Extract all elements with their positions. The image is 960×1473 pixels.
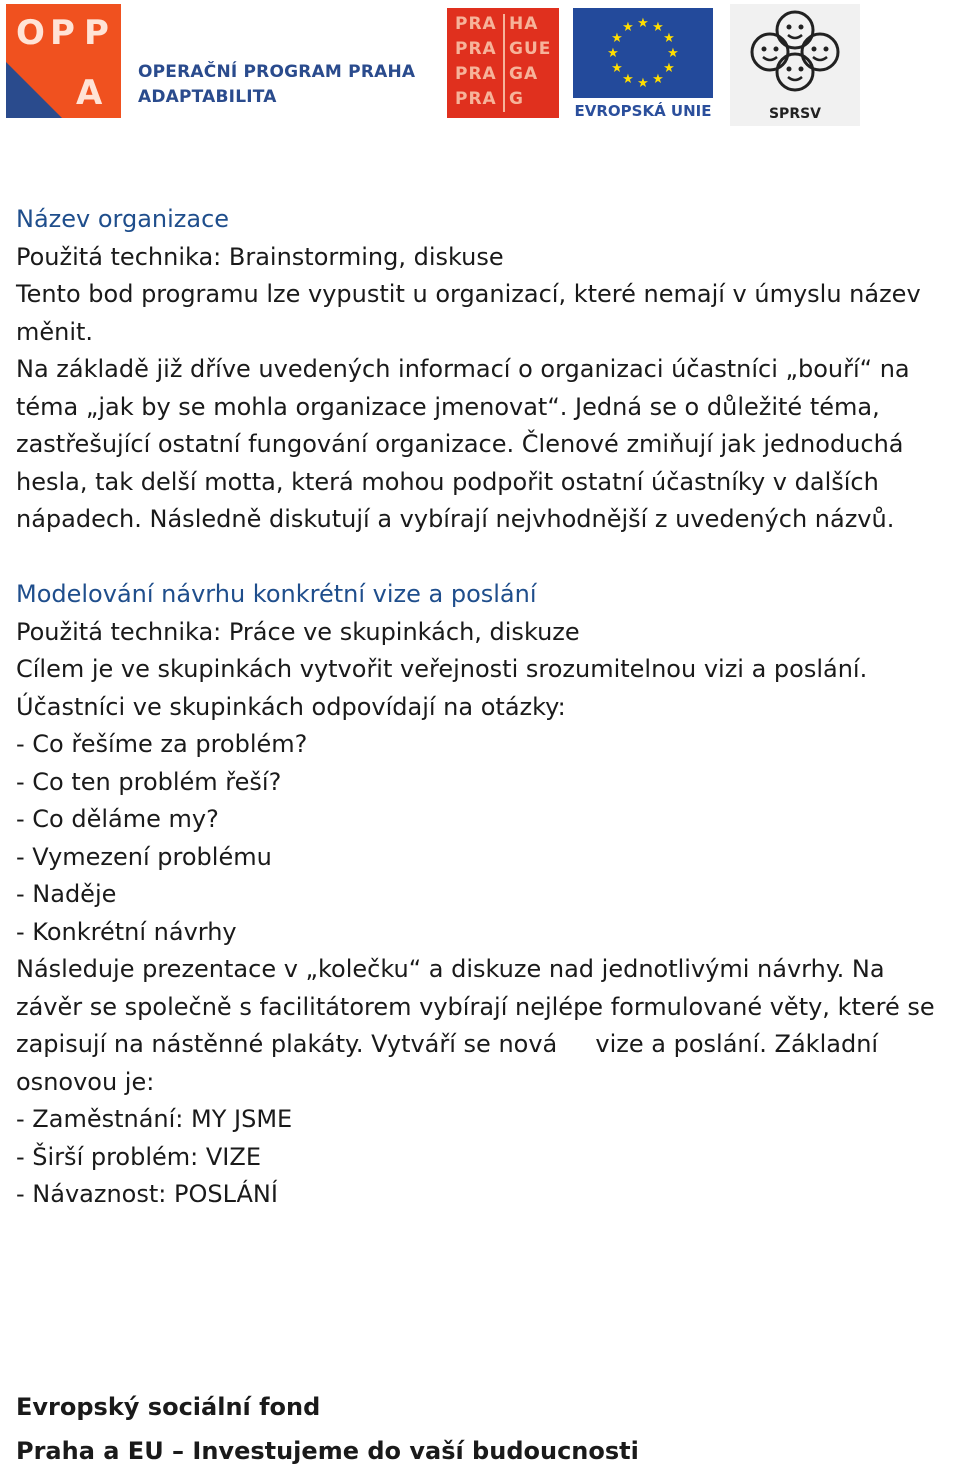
document-footer: [16, 1385, 956, 1473]
praha-right-1: HA: [509, 14, 539, 34]
sprsv-logo: [730, 4, 860, 126]
document-body: [16, 201, 956, 1214]
oppa-letter-a: A: [76, 73, 103, 113]
question-item: - Vymezení problému: [16, 842, 272, 871]
svg-text:★: ★: [622, 20, 634, 35]
praha-left-1: PRA: [455, 14, 497, 34]
praha-logo: [447, 8, 559, 118]
outline-item: - Zaměstnání: MY JSME: [16, 1105, 293, 1133]
eu-label: EVROPSKÁ UNIE: [574, 102, 712, 120]
outline-item: - Návaznost: POSLÁNÍ: [16, 1180, 278, 1208]
logo-strip: [0, 0, 960, 130]
oppa-line-1: OPERAČNÍ PROGRAM PRAHA: [138, 62, 416, 82]
praha-left-2: PRA: [455, 39, 497, 59]
section-2-technique: Použitá technika: Práce ve skupinkách, diskuze: [16, 617, 580, 646]
eu-flag-icon: [573, 8, 713, 98]
section-2-presentation: Následuje prezentace v „kolečku“ a diskuze nad jednotlivými návrhy. Na závěr se společně s facilitátorem vybírají nejlépe formulované věty, které se zapisují na nástěnné plakáty. Vytváří se nová vize a poslání. Základní osnovou je:: [16, 955, 943, 1096]
oppa-letter-o: O: [16, 13, 45, 53]
sprsv-faces-icon: [730, 4, 860, 104]
section-2-goal: Cílem je ve skupinkách vytvořit veřejnosti srozumitelnou vizi a poslání.: [16, 655, 868, 683]
svg-text:★: ★: [611, 31, 623, 46]
section-heading-nazev-organizace: Název organizace: [16, 205, 230, 233]
praha-right-2: GUE: [509, 39, 552, 59]
outline-item: - Širší problém: VIZE: [16, 1142, 261, 1171]
svg-text:★: ★: [652, 20, 664, 35]
section-2-question-intro: Účastníci ve skupinkách odpovídají na otázky:: [16, 692, 566, 721]
praha-right-4: G: [509, 89, 524, 109]
praha-right-3: GA: [509, 64, 539, 84]
footer-line-2: Praha a EU – Investujeme do vaší budoucnosti: [16, 1437, 639, 1465]
section-heading-modelovani-vize: Modelování návrhu konkrétní vize a poslání: [16, 580, 537, 608]
praha-logo-divider: [503, 14, 505, 112]
question-item: - Naděje: [16, 880, 117, 908]
svg-text:★: ★: [663, 61, 675, 76]
section-1-technique: Použitá technika: Brainstorming, diskuse: [16, 242, 504, 271]
section-1-paragraph-1: Tento bod programu lze vypustit u organizací, které nemají v úmyslu název měnit.: [16, 280, 921, 346]
footer-line-1: Evropský sociální fond: [16, 1393, 321, 1421]
question-item: - Co ten problém řeší?: [16, 767, 282, 796]
oppa-letter-p1: P: [50, 13, 75, 53]
oppa-letter-p2: P: [84, 13, 109, 53]
question-item: - Co řešíme za problém?: [16, 730, 308, 758]
praha-left-4: PRA: [455, 89, 497, 109]
oppa-line-2: ADAPTABILITA: [138, 87, 277, 107]
svg-text:★: ★: [652, 72, 664, 87]
svg-text:★: ★: [663, 31, 675, 46]
praha-left-3: PRA: [455, 64, 497, 84]
section-spacer: [16, 539, 956, 577]
svg-text:★: ★: [637, 76, 649, 91]
svg-text:★: ★: [622, 72, 634, 87]
svg-text:★: ★: [667, 46, 679, 61]
oppa-wordmark: [138, 60, 415, 110]
svg-text:★: ★: [637, 16, 649, 31]
eu-logo: [573, 8, 713, 122]
sprsv-label: SPRSV: [768, 106, 822, 122]
question-item: - Co děláme my?: [16, 805, 219, 833]
section-1-paragraph-2: Na základě již dříve uvedených informací o organizaci účastníci „bouří“ na téma „jak by se mohla organizace jmenovat“. Jedná se o důležité téma, zastřešující ostatní fungování organizace. Členové zmiňují jak jednoduchá hesla, tak delší motta, která mohou podpořit ostatní účastníky v dalších nápadech. Následně diskutují a vybírají nejvhodnější z uvedených názvů.: [16, 355, 910, 533]
oppa-logo: [6, 4, 121, 118]
question-item: - Konkrétní návrhy: [16, 917, 237, 946]
svg-text:★: ★: [611, 61, 623, 76]
svg-text:★: ★: [607, 46, 619, 61]
